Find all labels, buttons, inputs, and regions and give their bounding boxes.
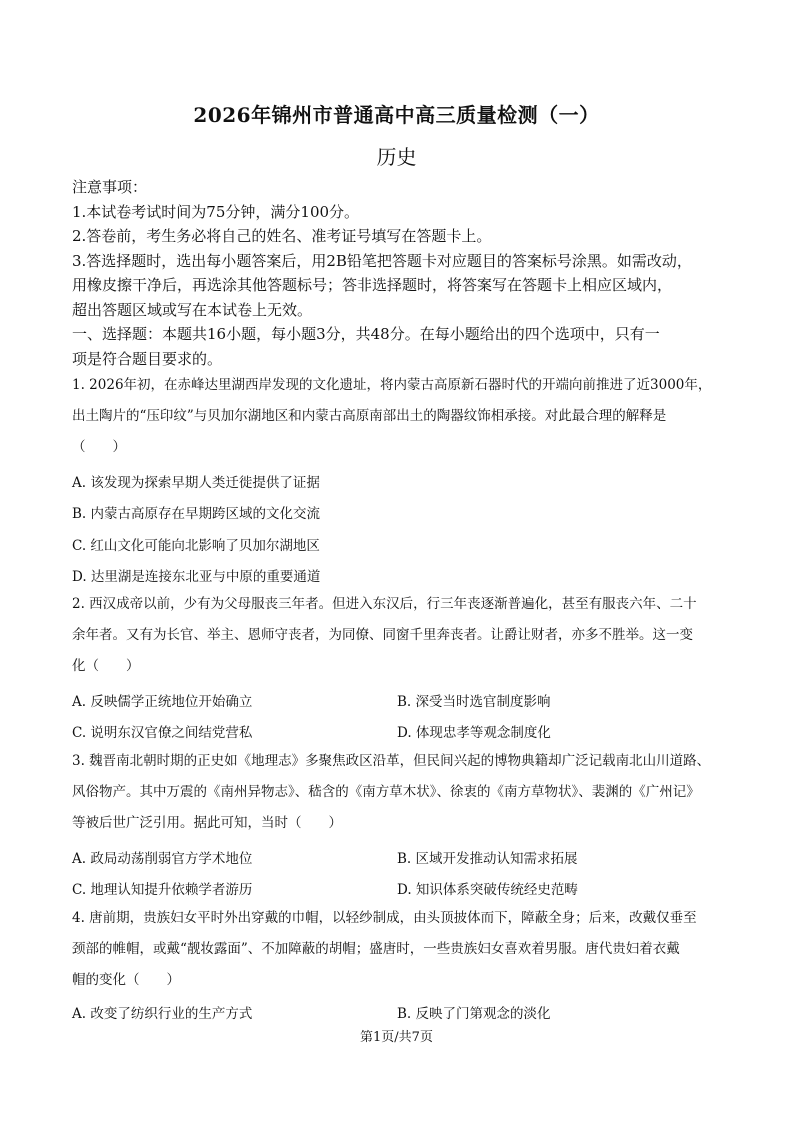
question-text-line: 帽的变化（ ） xyxy=(72,972,180,988)
question-3-stem xyxy=(72,746,732,839)
instruction-line: 1.本试卷考试时间为75分钟，满分100分。 xyxy=(72,202,360,221)
question-4-option-b: B. 反映了门第观念的淡化 xyxy=(397,1006,551,1022)
question-text-line: 风俗物产。其中万震的《南州异物志》、嵇含的《南方草木状》、徐衷的《南方草物状》、裴渊的《广州记》 xyxy=(72,784,700,800)
instruction-line: 超出答题区域或写在本试卷上无效。 xyxy=(72,300,313,319)
section-heading-line: 一、选择题：本题共16小题，每小题3分，共48分。在每小题给出的四个选项中，只有一 xyxy=(72,325,660,343)
question-3-option-b: B. 区域开发推动认知需求拓展 xyxy=(397,851,578,867)
instruction-line: 3.答选择题时，选出每小题答案后，用2B铅笔把答题卡对应题目的答案标号涂黑。如需改动， xyxy=(72,251,692,270)
section-heading-line: 项是符合题目要求的。 xyxy=(72,349,223,368)
question-1-option-c: C. 红山文化可能向北影响了贝加尔湖地区 xyxy=(72,538,320,554)
question-1-option-a: A. 该发现为探索早期人类迁徙提供了证据 xyxy=(72,475,320,491)
question-text-line: 3. 魏晋南北朝时期的正史如《地理志》多聚焦政区沿革，但民间兴起的博物典籍却广泛记载南北山川道路、 xyxy=(72,753,711,769)
question-text-line: 余年者。又有为长官、举主、恩师守丧者，为同僚、同窗千里奔丧者。让爵让财者，亦多不胜举。这一变 xyxy=(72,627,693,643)
question-3-option-a: A. 政局动荡削弱官方学术地位 xyxy=(72,851,253,867)
question-text-line: （ ） xyxy=(72,439,126,455)
question-2-option-c: C. 说明东汉官僚之间结党营私 xyxy=(72,725,253,741)
question-3-option-c: C. 地理认知提升依赖学者游历 xyxy=(72,882,253,898)
question-2-option-b: B. 深受当时选官制度影响 xyxy=(397,694,551,710)
question-text-line: 2. 西汉成帝以前，少有为父母服丧三年者。但进入东汉后，行三年丧逐渐普遍化，甚至有服丧六年、二十 xyxy=(72,596,697,612)
question-4-stem xyxy=(72,903,732,996)
question-3-option-d: D. 知识体系突破传统经史范畴 xyxy=(397,882,578,898)
question-2-option-a: A. 反映儒学正统地位开始确立 xyxy=(72,694,253,710)
instructions-heading: 注意事项： xyxy=(72,178,148,196)
question-text-line: 等被后世广泛引用。据此可知，当时（ ） xyxy=(72,815,342,831)
question-2-option-d: D. 体现忠孝等观念制度化 xyxy=(397,725,551,741)
question-4-option-a: A. 改变了纺织行业的生产方式 xyxy=(72,1006,253,1022)
question-1-option-d: D. 达里湖是连接东北亚与中原的重要通道 xyxy=(72,569,321,585)
question-text-line: 颈部的帷帽，或戴“靓妆露面”、不加障蔽的胡帽；盛唐时，一些贵族妇女喜欢着男服。唐代贵妇着衣戴 xyxy=(72,941,680,957)
exam-subject: 历史 xyxy=(376,145,417,169)
instruction-line: 用橡皮擦干净后，再选涂其他答题标号；答非选择题时，将答案写在答题卡上相应区域内， xyxy=(72,276,673,294)
question-1-option-b: B. 内蒙古高原存在早期跨区域的文化交流 xyxy=(72,506,321,522)
instruction-line: 2.答卷前，考生务必将自己的姓名、准考证号填写在答题卡上。 xyxy=(72,227,492,245)
question-text-line: 1. 2026年初，在赤峰达里湖西岸发现的文化遗址，将内蒙古高原新石器时代的开端向前推进了近3000年， xyxy=(72,377,712,393)
exam-title: 2026年锦州市普通高中高三质量检测（一） xyxy=(193,103,600,127)
instructions xyxy=(72,175,732,371)
page-number: 第1页/共7页 xyxy=(360,1030,433,1045)
question-text-line: 4. 唐前期，贵族妇女平时外出穿戴的巾帽，以轻纱制成，由头顶披体而下，障蔽全身；后来，改戴仅垂至 xyxy=(72,910,697,926)
question-text-line: 化（ ） xyxy=(72,658,140,674)
question-text-line: 出土陶片的“压印纹”与贝加尔湖地区和内蒙古高原南部出土的陶器纹饰相承接。对此最合理的解释是 xyxy=(72,408,667,424)
question-1-stem xyxy=(72,370,732,463)
question-2-stem xyxy=(72,589,732,682)
